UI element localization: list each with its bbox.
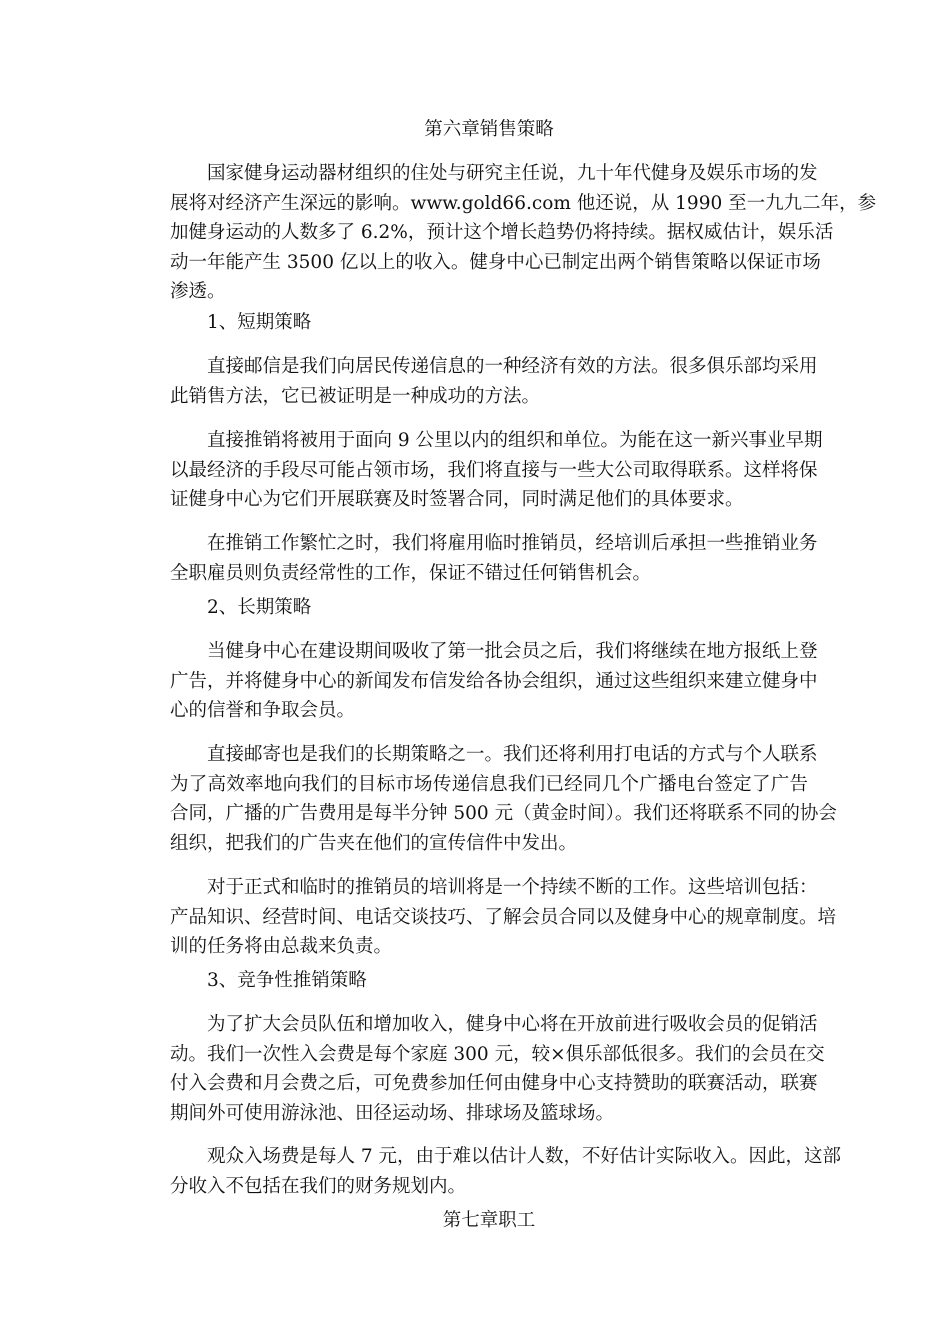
paragraph-line: 期间外可使用游泳池、田径运动场、排球场及篮球场。: [170, 1102, 615, 1124]
paragraph-line: 组织，把我们的广告夹在他们的宣传信件中发出。: [170, 832, 578, 854]
chapter-6-title: 第六章销售策略: [424, 119, 554, 140]
paragraph: [170, 529, 818, 588]
paragraph: [170, 740, 837, 858]
paragraph-line: 以最经济的手段尽可能占领市场，我们将直接与一些大公司取得联系。这样将保: [170, 459, 818, 481]
paragraph-line: 付入会费和月会费之后，可免费参加任何由健身中心支持赞助的联赛活动，联赛: [170, 1073, 818, 1095]
paragraph-line: 分收入不包括在我们的财务规划内。: [170, 1175, 467, 1197]
paragraph: [170, 1010, 825, 1128]
paragraph-line: 展将对经济产生深远的影响。www.gold66.com 他还说，从 1990 至一九九二年，参: [170, 192, 877, 214]
paragraph-line: 动。我们一次性入会费是每个家庭 300 元，较×俱乐部低很多。我们的会员在交: [170, 1043, 825, 1065]
paragraph: [170, 873, 837, 962]
paragraph-line: 广告，并将健身中心的新闻发布信发给各协会组织，通过这些组织来建立健身中: [170, 670, 818, 692]
paragraph-line: 渗透。: [170, 281, 226, 303]
paragraph-line: 国家健身运动器材组织的住处与研究主任说，九十年代健身及娱乐市场的发: [207, 163, 818, 184]
paragraph-line: 证健身中心为它们开展联赛及时签署合同，同时满足他们的具体要求。: [170, 489, 744, 511]
paragraph-line: 训的任务将由总裁来负责。: [170, 936, 393, 958]
section-heading-long-term: 2、长期策略: [207, 597, 312, 618]
paragraph-line: 全职雇员则负责经常性的工作，保证不错过任何销售机会。: [170, 562, 652, 584]
paragraph: [170, 637, 818, 726]
paragraph-line: 为了扩大会员队伍和增加收入，健身中心将在开放前进行吸收会员的促销活: [207, 1014, 818, 1035]
chapter-7-title: 第七章职工: [442, 1210, 536, 1231]
paragraph-line: 合同，广播的广告费用是每半分钟 500 元（黄金时间）。我们还将联系不同的协会: [170, 803, 837, 825]
paragraph-line: 为了高效率地向我们的目标市场传递信息我们已经同几个广播电台签定了广告: [170, 773, 808, 795]
paragraph: [170, 1142, 842, 1201]
paragraph-line: 直接推销将被用于面向 9 公里以内的组织和单位。为能在这一新兴事业早期: [207, 430, 823, 451]
paragraph-line: 此销售方法，它已被证明是一种成功的方法。: [170, 385, 541, 407]
paragraph-line: 直接邮信是我们向居民传递信息的一种经济有效的方法。很多俱乐部均采用: [207, 356, 818, 377]
paragraph: [170, 159, 877, 307]
paragraph-line: 在推销工作繁忙之时，我们将雇用临时推销员，经培训后承担一些推销业务: [207, 533, 818, 554]
section-heading-competitive: 3、竞争性推销策略: [207, 970, 367, 991]
paragraph-line: 产品知识、经营时间、电话交谈技巧、了解会员合同以及健身中心的规章制度。培: [170, 906, 837, 928]
paragraph-line: 心的信誉和争取会员。: [170, 700, 356, 722]
paragraph: [170, 426, 823, 515]
paragraph-line: 加健身运动的人数多了 6.2%，预计这个增长趋势仍将持续。据权威估计，娱乐活: [170, 222, 834, 244]
section-heading-short-term: 1、短期策略: [207, 312, 312, 333]
paragraph-line: 观众入场费是每人 7 元，由于难以估计人数，不好估计实际收入。因此，这部: [207, 1146, 842, 1167]
paragraph-line: 对于正式和临时的推销员的培训将是一个持续不断的工作。这些培训包括：: [207, 877, 818, 898]
paragraph-line: 当健身中心在建设期间吸收了第一批会员之后，我们将继续在地方报纸上登: [207, 641, 818, 662]
paragraph: [170, 352, 818, 411]
paragraph-line: 动一年能产生 3500 亿以上的收入。健身中心已制定出两个销售策略以保证市场: [170, 251, 821, 273]
paragraph-line: 直接邮寄也是我们的长期策略之一。我们还将利用打电话的方式与个人联系: [207, 744, 818, 765]
